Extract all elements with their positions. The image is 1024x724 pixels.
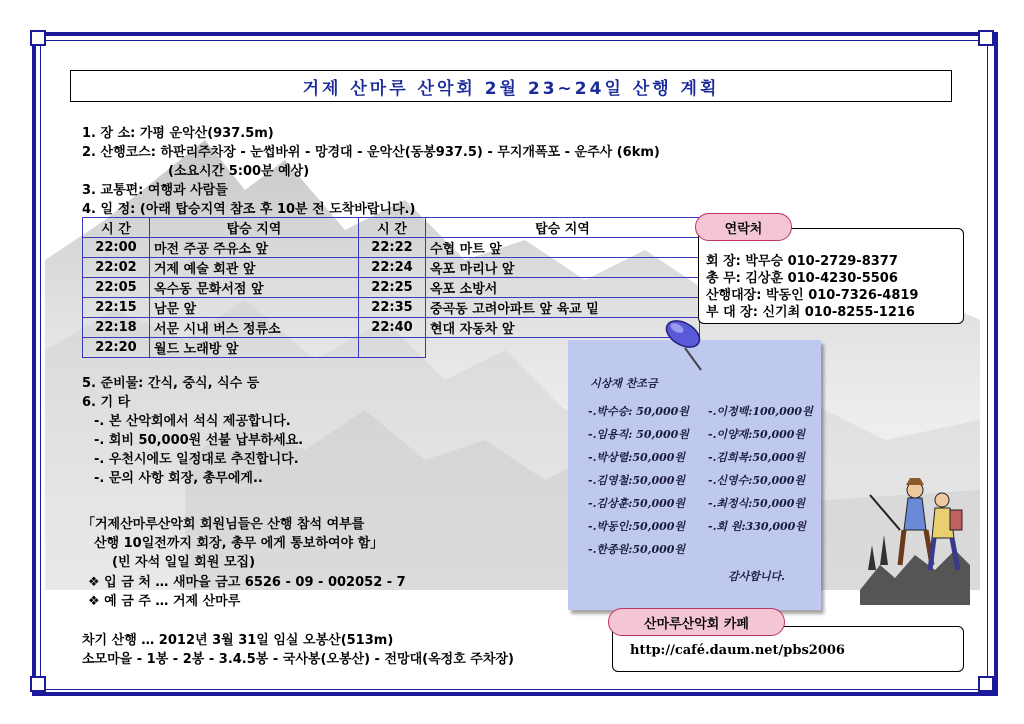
- donor-entry: -.김영철:50,000원: [588, 474, 686, 487]
- contact-row: [706, 301, 915, 320]
- contact-role: 부 대 장:: [706, 305, 758, 320]
- table-row: [83, 298, 700, 318]
- donor-entry: -.박동인:50,000원: [588, 520, 686, 533]
- table-cell: 22:00: [83, 238, 150, 258]
- notice-line: 산행 10일전까지 회장, 총무 에게 통보하여야 함」: [94, 536, 384, 551]
- table-cell: 22:15: [83, 298, 150, 318]
- donor-entry: -.회 원:330,000원: [708, 520, 806, 533]
- table-header-cell: 탑승 지역: [150, 218, 359, 238]
- contact-phone: 010-7326-4819: [808, 288, 919, 303]
- table-cell: 서문 시내 버스 정류소: [150, 318, 359, 338]
- deposit-account: ❖ 입 금 처 … 새마을 금고 6526 - 09 - 002052 - 7: [88, 575, 406, 590]
- table-cell: 22:25: [359, 278, 426, 298]
- prep-note: -. 문의 사항 회장, 총무에게..: [94, 471, 263, 486]
- info-course: 2. 산행코스: 하판리주차장 - 눈썹바위 - 망경대 - 운악산(동봉937.5) - 무지개폭포 - 운주사 (6km): [82, 145, 660, 160]
- table-cell: 22:02: [83, 258, 150, 278]
- donor-entry: -.박수승: 50,000원: [588, 405, 689, 418]
- info-schedule: 4. 일 정: (아래 탑승지역 참조 후 10분 전 도착바랍니다.): [82, 202, 416, 217]
- donor-entry: -.한종원:50,000원: [588, 543, 686, 556]
- frame-corner: [978, 676, 994, 692]
- contact-role: 총 무:: [706, 271, 741, 286]
- info-place: 1. 장 소: 가평 운악산(937.5m): [82, 126, 274, 141]
- info-transport: 3. 교통편: 여행과 사람들: [82, 183, 228, 198]
- account-holder: ❖ 예 금 주 … 거제 산마루: [88, 594, 241, 609]
- frame-corner: [30, 676, 46, 692]
- note-thanks: 감사합니다.: [728, 570, 785, 583]
- table-cell: 옥수동 문화서점 앞: [150, 278, 359, 298]
- table-cell: 22:35: [359, 298, 426, 318]
- donor-entry: -.이정백:100,000원: [708, 405, 813, 418]
- table-row: [83, 278, 700, 298]
- table-cell: 수협 마트 앞: [426, 238, 700, 258]
- table-cell: 22:18: [83, 318, 150, 338]
- notice-line: (빈 자석 일일 회원 모집): [112, 555, 256, 570]
- contact-label: 연락처: [695, 213, 792, 241]
- table-cell: 22:22: [359, 238, 426, 258]
- info-duration: (소요시간 5:00분 예상): [168, 164, 310, 179]
- contact-name: 박무승: [745, 254, 784, 269]
- schedule-table: [82, 217, 700, 358]
- table-cell: 중곡동 고려아파트 앞 육교 밑: [426, 298, 700, 318]
- contact-phone: 010-2729-8377: [787, 254, 898, 269]
- contact-name: 박동인: [765, 288, 804, 303]
- donor-entry: -.신영수:50,000원: [708, 474, 806, 487]
- note-title: 시상재 찬조금: [590, 377, 658, 390]
- table-cell: 월드 노래방 앞: [150, 338, 359, 358]
- title-box: [70, 70, 952, 102]
- donor-entry: -.임용직: 50,000원: [588, 428, 689, 441]
- table-header-row: [83, 218, 700, 238]
- prep-note: -. 우천시에도 일정대로 추진합니다.: [94, 452, 299, 467]
- table-cell: 현대 자동차 앞: [426, 318, 700, 338]
- donor-entry: -.이양재:50,000원: [708, 428, 806, 441]
- table-cell: 22:20: [83, 338, 150, 358]
- table-header-cell: 시 간: [359, 218, 426, 238]
- table-header-cell: 시 간: [83, 218, 150, 238]
- table-cell: 거제 예술 회관 앞: [150, 258, 359, 278]
- contact-name: 신기최: [762, 305, 801, 320]
- next-trip-date: 차기 산행 … 2012년 3월 31일 임실 오봉산(513m): [82, 633, 394, 648]
- table-cell: 옥포 마리나 앞: [426, 258, 700, 278]
- table-row: [83, 238, 700, 258]
- contact-phone: 010-4230-5506: [787, 271, 898, 286]
- table-cell: 22:05: [83, 278, 150, 298]
- donor-entry: -.최정식:50,000원: [708, 497, 806, 510]
- table-header-cell: 탑승 지역: [426, 218, 700, 238]
- table-cell: 남문 앞: [150, 298, 359, 318]
- hikers-illustration: [860, 470, 970, 605]
- next-trip-course: 소모마을 - 1봉 - 2봉 - 3.4.5봉 - 국사봉(오봉산) - 전망대(옥정호 주차장): [82, 652, 514, 667]
- page-title: 거제 산마루 산악회 2월 23~24일 산행 계획: [302, 78, 720, 99]
- notice-line: 「거제산마루산악회 회원님들은 산행 참석 여부를: [82, 517, 365, 532]
- prep-supplies: 5. 준비물: 간식, 중식, 식수 등: [82, 376, 260, 391]
- donor-entry: -.김희복:50,000원: [708, 451, 806, 464]
- table-cell: 마전 주공 주유소 앞: [150, 238, 359, 258]
- contact-phone: 010-8255-1216: [804, 305, 915, 320]
- table-row: [83, 258, 700, 278]
- cafe-url-link[interactable]: http://café.daum.net/pbs2006: [630, 643, 845, 658]
- table-cell: 22:24: [359, 258, 426, 278]
- table-cell: 22:40: [359, 318, 426, 338]
- table-row: [83, 318, 700, 338]
- contact-role: 회 장:: [706, 254, 741, 269]
- prep-note: -. 회비 50,000원 선불 납부하세요.: [94, 433, 304, 448]
- frame-corner: [978, 30, 994, 46]
- table-cell: 옥포 소방서: [426, 278, 700, 298]
- frame-corner: [30, 30, 46, 46]
- pushpin-icon: [655, 312, 715, 372]
- donor-entry: -.김상훈:50,000원: [588, 497, 686, 510]
- donor-entry: -.박상렬:50,000원: [588, 451, 686, 464]
- contact-role: 산행대장:: [706, 288, 762, 303]
- contact-name: 김상훈: [745, 271, 784, 286]
- prep-note: -. 본 산악회에서 석식 제공합니다.: [94, 414, 291, 429]
- prep-etc: 6. 기 타: [82, 395, 131, 410]
- cafe-label: 산마루산악회 카페: [608, 608, 785, 636]
- table-cell: [359, 338, 426, 358]
